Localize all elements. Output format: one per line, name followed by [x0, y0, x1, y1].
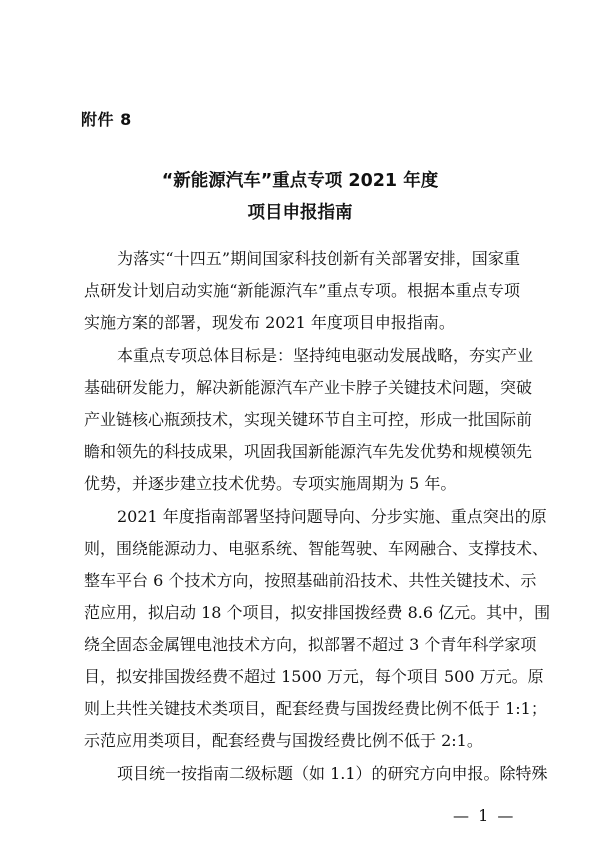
body-line: 基础研发能力，解决新能源汽车产业卡脖子关键技术问题，突破 [84, 378, 533, 397]
page-number: — 1 — [453, 806, 516, 825]
body-line: 绕全固态金属锂电池技术方向，拟部署不超过 3 个青年科学家项 [84, 635, 537, 654]
body-line: 整车平台 6 个技术方向，按照基础前沿技术、共性关键技术、示 [84, 571, 537, 590]
attachment-label: 附件 8 [81, 110, 132, 129]
body-line: 项目统一按指南二级标题（如 1.1）的研究方向申报。除特殊 [117, 764, 548, 783]
body-line: 2021 年度指南部署坚持问题导向、分步实施、重点突出的原 [117, 507, 547, 526]
body-line: 则上共性关键技术类项目，配套经费与国拨经费比例不低于 1:1； [84, 699, 547, 718]
body-line: 则，围绕能源动力、电驱系统、智能驾驶、车网融合、支撑技术、 [84, 539, 549, 558]
document-title-line-1: “新能源汽车”重点专项 2021 年度 [161, 171, 439, 191]
body-line: 点研发计划启动实施“新能源汽车”重点专项。根据本重点专项 [84, 281, 520, 300]
body-line: 范应用，拟启动 18 个项目，拟安排国拨经费 8.6 亿元。其中，围 [84, 603, 551, 622]
body-line: 优势，并逐步建立技术优势。专项实施周期为 5 年。 [84, 474, 457, 493]
body-line: 示范应用类项目，配套经费与国拨经费比例不低于 2:1。 [84, 731, 483, 750]
body-line: 产业链核心瓶颈技术，实现关键环节自主可控，形成一批国际前 [84, 410, 533, 429]
body-line: 瞻和领先的科技成果，巩固我国新能源汽车先发优势和规模领先 [84, 442, 533, 461]
body-line: 实施方案的部署，现发布 2021 年度项目申报指南。 [84, 313, 455, 332]
body-line: 目，拟安排国拨经费不超过 1500 万元，每个项目 500 万元。原 [84, 667, 544, 686]
document-title-line-2: 项目申报指南 [247, 203, 353, 223]
body-line: 本重点专项总体目标是：坚持纯电驱动发展战略，夯实产业 [117, 346, 534, 365]
body-line: 为落实“十四五”期间国家科技创新有关部署安排，国家重 [117, 249, 520, 268]
